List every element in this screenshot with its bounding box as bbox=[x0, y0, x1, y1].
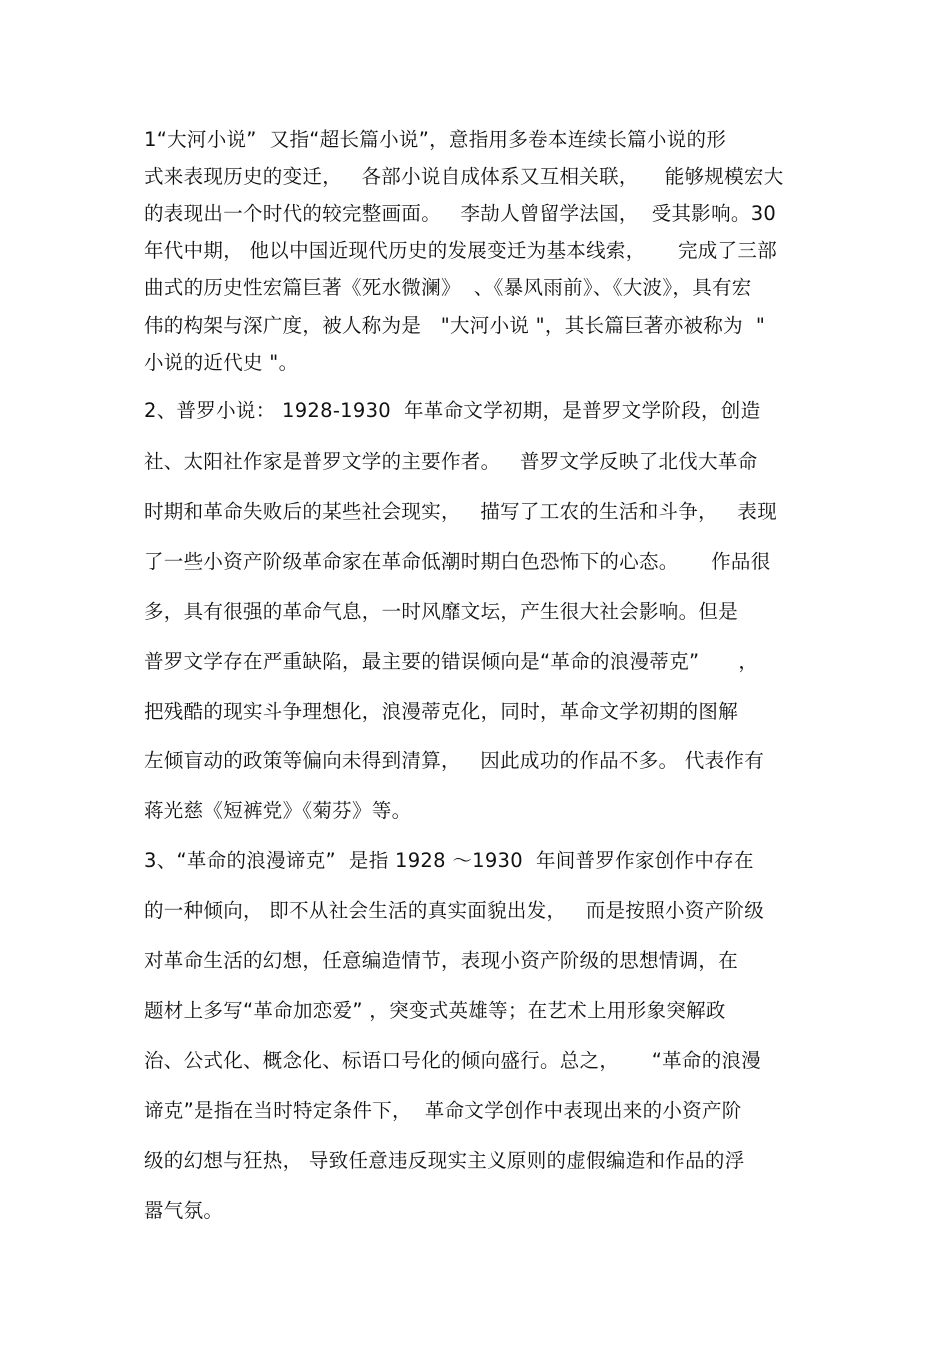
text-line: 左倾盲动的政策等偏向未得到清算， 因此成功的作品不多。 代表作有 bbox=[144, 749, 764, 772]
text-line: 年代中期， 他以中国近现代历史的发展变迁为基本线索， 完成了三部 bbox=[144, 239, 777, 262]
text-line: 时期和革命失败后的某些社会现实， 描写了工农的生活和斗争， 表现 bbox=[144, 500, 777, 523]
text-line: 谛克”是指在当时特定条件下， 革命文学创作中表现出来的小资产阶 bbox=[144, 1099, 742, 1122]
text-line: 3、“革命的浪漫谛克” 是指 1928 ～1930 年间普罗作家创作中存在 bbox=[144, 849, 754, 872]
text-line: 嚣气氛。 bbox=[144, 1199, 224, 1222]
text-line: 的表现出一个时代的较完整画面。 李劼人曾留学法国， 受其影响。30 bbox=[144, 202, 777, 225]
text-line: 小说的近代史 "。 bbox=[144, 351, 299, 374]
text-line: 了一些小资产阶级革命家在革命低潮时期白色恐怖下的心态。 作品很 bbox=[144, 550, 771, 573]
text-line: 把残酷的现实斗争理想化，浪漫蒂克化，同时，革命文学初期的图解 bbox=[144, 700, 739, 723]
text-line: 多，具有很强的革命气息，一时风靡文坛，产生很大社会影响。但是 bbox=[144, 600, 739, 623]
text-line: 的一种倾向， 即不从社会生活的真实面貌出发， 而是按照小资产阶级 bbox=[144, 899, 764, 922]
text-line: 式来表现历史的变迁， 各部小说自成体系又互相关联， 能够规模宏大 bbox=[144, 165, 784, 188]
text-line: 曲式的历史性宏篇巨著《死水微澜》 、《暴风雨前》、《大波》，具有宏 bbox=[144, 276, 752, 299]
text-line: 蒋光慈《短裤党》《菊芬》等。 bbox=[144, 799, 412, 822]
text-line: 题材上多写“革命加恋爱” ，突变式英雄等；在艺术上用形象突解政 bbox=[144, 999, 726, 1022]
text-line: 2、普罗小说： 1928-1930 年革命文学初期，是普罗文学阶段，创造 bbox=[144, 399, 761, 422]
text-line: 社、太阳社作家是普罗文学的主要作者。 普罗文学反映了北伐大革命 bbox=[144, 450, 758, 473]
text-line: 伟的构架与深广度，被人称为是 "大河小说 "，其长篇巨著亦被称为 " bbox=[144, 314, 766, 337]
text-line: 级的幻想与狂热， 导致任意违反现实主义原则的虚假编造和作品的浮 bbox=[144, 1149, 745, 1172]
text-line: 治、公式化、概念化、标语口号化的倾向盛行。总之， “革命的浪漫 bbox=[144, 1049, 762, 1072]
text-line: 对革命生活的幻想，任意编造情节，表现小资产阶级的思想情调，在 bbox=[144, 949, 739, 972]
text-line: 普罗文学存在严重缺陷，最主要的错误倾向是“革命的浪漫蒂克” ， bbox=[144, 650, 759, 673]
text-line: 1“大河小说” 又指“超长篇小说”，意指用多卷本连续长篇小说的形 bbox=[144, 128, 727, 151]
